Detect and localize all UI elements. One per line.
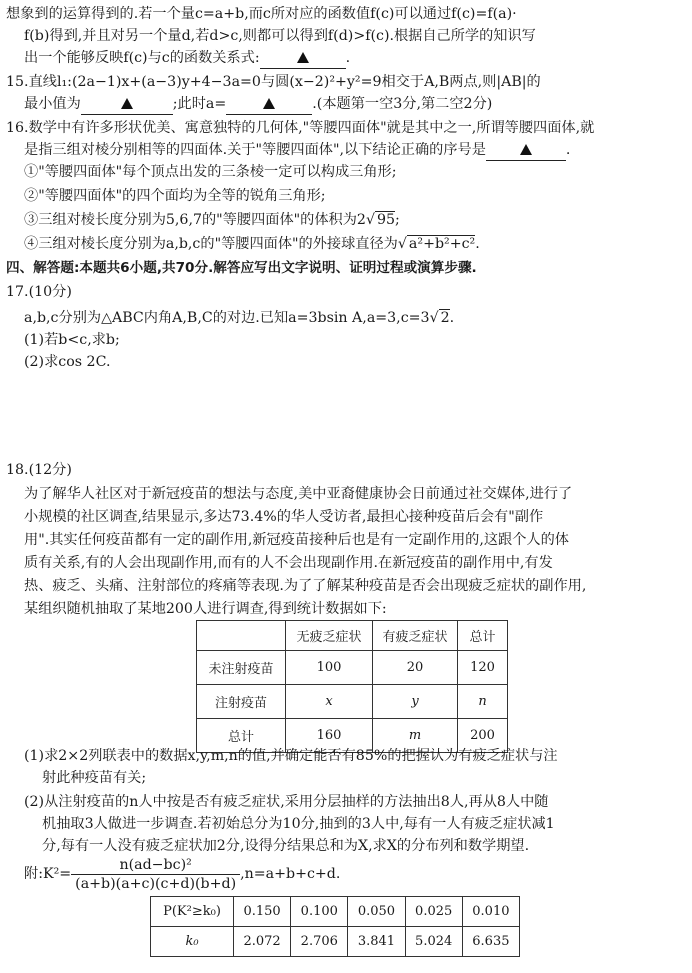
- section-heading: 四、解答题:本题共6小题,共70分.解答应写出文字说明、证明过程或演算步骤.: [6, 260, 477, 276]
- table-cell: k₀: [151, 927, 234, 957]
- q18-part-1-line-1: (1)求2×2列联表中的数据x,y,m,n的值,并确定能否有85%的把握认为有疲乏症状与注: [24, 748, 558, 764]
- answer-blank: [260, 48, 346, 69]
- q18-para-line-1: 为了解华人社区对于新冠疫苗的想法与态度,美中亚裔健康协会日前通过社交媒体,进行了: [24, 486, 573, 502]
- triangle-marker-icon: [297, 52, 309, 63]
- table-cell: m: [373, 719, 458, 753]
- q17-heading: 17.(10分): [6, 284, 72, 300]
- answer-blank: [486, 140, 566, 161]
- table-cell: 0.025: [405, 897, 462, 927]
- table-cell: 注射疫苗: [197, 685, 286, 719]
- q15-line-2: 最小值为 ;此时a= .(本题第一空3分,第二空2分): [24, 94, 686, 115]
- q18-para-line-4: 质有关系,有的人会出现副作用,而有的人不会出现副作用.在新冠疫苗的副作用中,有发: [24, 555, 553, 571]
- table-row: [197, 651, 508, 685]
- q16-line-1: 16.数学中有许多形状优美、寓意独特的几何体,"等腰四面体"就是其中之一,所谓等腰四面体,就: [6, 120, 595, 136]
- q17-line-1: a,b,c分别为△ABC内角A,B,C的对边.已知a=3bsin A,a=3,c=3√ 2.: [24, 310, 455, 326]
- table-cell: 0.150: [234, 897, 291, 927]
- table-cell: 2.706: [291, 927, 348, 957]
- table-row: [151, 927, 520, 957]
- q17-part-2: (2)求cos 2C.: [24, 354, 111, 370]
- q18-para-line-6: 某组织随机抽取了某地200人进行调查,得到统计数据如下:: [24, 601, 387, 617]
- intro-line-2: f(b)得到,并且对另一个量d,若d>c,则都可以得到f(d)>f(c).根据自己所学的知识写: [24, 28, 536, 44]
- q18-part-2-line-3: 分,每有一人没有疲乏症状加2分,设得分结果总和为X,求X的分布列和数学期望.: [42, 838, 530, 854]
- table-row: [151, 897, 520, 927]
- q16-option-1: ①"等腰四面体"每个顶点出发的三条棱一定可以构成三角形;: [24, 164, 397, 180]
- triangle-marker-icon: [520, 144, 532, 155]
- table-header-cell: 无疲乏症状: [286, 621, 373, 651]
- q18-para-line-3: 用".其实任何疫苗都有一定的副作用,新冠疫苗接种后也是有一定副作用的,这跟个人的体: [24, 532, 569, 548]
- formula-fraction: $\frac{\text{n(ad−bc)²}}{(a+b)(a+c)(c+d)(b+d)}$: [71, 856, 240, 893]
- table-cell: 6.635: [462, 927, 519, 957]
- table-header-cell: [197, 621, 286, 651]
- q16-line-2: 是指三组对棱分别相等的四面体.关于"等腰四面体",以下结论正确的序号是 .: [24, 140, 686, 161]
- table-header-cell: 有疲乏症状: [373, 621, 458, 651]
- table-cell: x: [286, 685, 373, 719]
- intro-line-1: 想象到的运算得到的.若一个量c=a+b,而c所对应的函数值f(c)可以通过f(c)=f(a)·: [6, 6, 517, 22]
- q15-line-1: 15.直线l₁:(2a−1)x+(a−3)y+4−3a=0与圆(x−2)²+y²=9相交于A,B两点,则|AB|的: [6, 74, 541, 90]
- answer-blank: [81, 94, 173, 115]
- q16-option-4: ④三组对棱长度分别为a,b,c的"等腰四面体"的外接球直径为√ a²+b²+c².: [24, 236, 480, 252]
- table-cell: n: [458, 685, 508, 719]
- q17-part-1: (1)若b<c,求b;: [24, 332, 120, 348]
- q16-option-2: ②"等腰四面体"的四个面均为全等的锐角三角形;: [24, 188, 326, 204]
- q18-part-2-line-2: 机抽取3人做进一步调查.若初始总分为10分,抽到的3人中,每有一人有疲乏症状减1: [42, 816, 555, 832]
- table-cell: y: [373, 685, 458, 719]
- table-cell: 20: [373, 651, 458, 685]
- intro-line-3: 出一个能够反映f(c)与c的函数关系式: .: [24, 48, 686, 69]
- table-cell: 未注射疫苗: [197, 651, 286, 685]
- table-cell: 0.050: [348, 897, 405, 927]
- q16-option-3: ③三组对棱长度分别为5,6,7的"等腰四面体"的体积为2√ 95;: [24, 212, 400, 228]
- table-cell: 3.841: [348, 927, 405, 957]
- critical-value-table: [150, 896, 520, 957]
- table-header-cell: 总计: [458, 621, 508, 651]
- table-cell: 0.010: [462, 897, 519, 927]
- table-cell: 2.072: [234, 927, 291, 957]
- table-cell: 200: [458, 719, 508, 753]
- table-cell: 120: [458, 651, 508, 685]
- q18-para-line-2: 小规模的社区调查,结果显示,多达73.4%的华人受访者,最担心接种疫苗后会有"副作: [24, 509, 544, 525]
- table-cell: 100: [286, 651, 373, 685]
- q18-heading: 18.(12分): [6, 462, 72, 478]
- answer-blank: [226, 94, 312, 115]
- formula-line: 附:K²= $\frac{\text{n(ad−bc)²}}{(a+b)(a+c)(c+d)(b+d)}$ ,n=a+b+c+d.: [24, 856, 341, 892]
- triangle-marker-icon: [121, 98, 133, 109]
- q18-part-1-line-2: 射此种疫苗有关;: [42, 770, 147, 786]
- table-cell: 总计: [197, 719, 286, 753]
- table-row: [197, 621, 508, 651]
- table-cell: P(K²≥k₀): [151, 897, 234, 927]
- q18-part-2-line-1: (2)从注射疫苗的n人中按是否有疲乏症状,采用分层抽样的方法抽出8人,再从8人中随: [24, 794, 549, 810]
- table-row: [197, 685, 508, 719]
- table-cell: 160: [286, 719, 373, 753]
- q18-para-line-5: 热、疲乏、头痛、注射部位的疼痛等表现.为了了解某种疫苗是否会出现疲乏症状的副作用,: [24, 578, 587, 594]
- table-cell: 5.024: [405, 927, 462, 957]
- contingency-table: [196, 620, 508, 753]
- triangle-marker-icon: [263, 98, 275, 109]
- table-cell: 0.100: [291, 897, 348, 927]
